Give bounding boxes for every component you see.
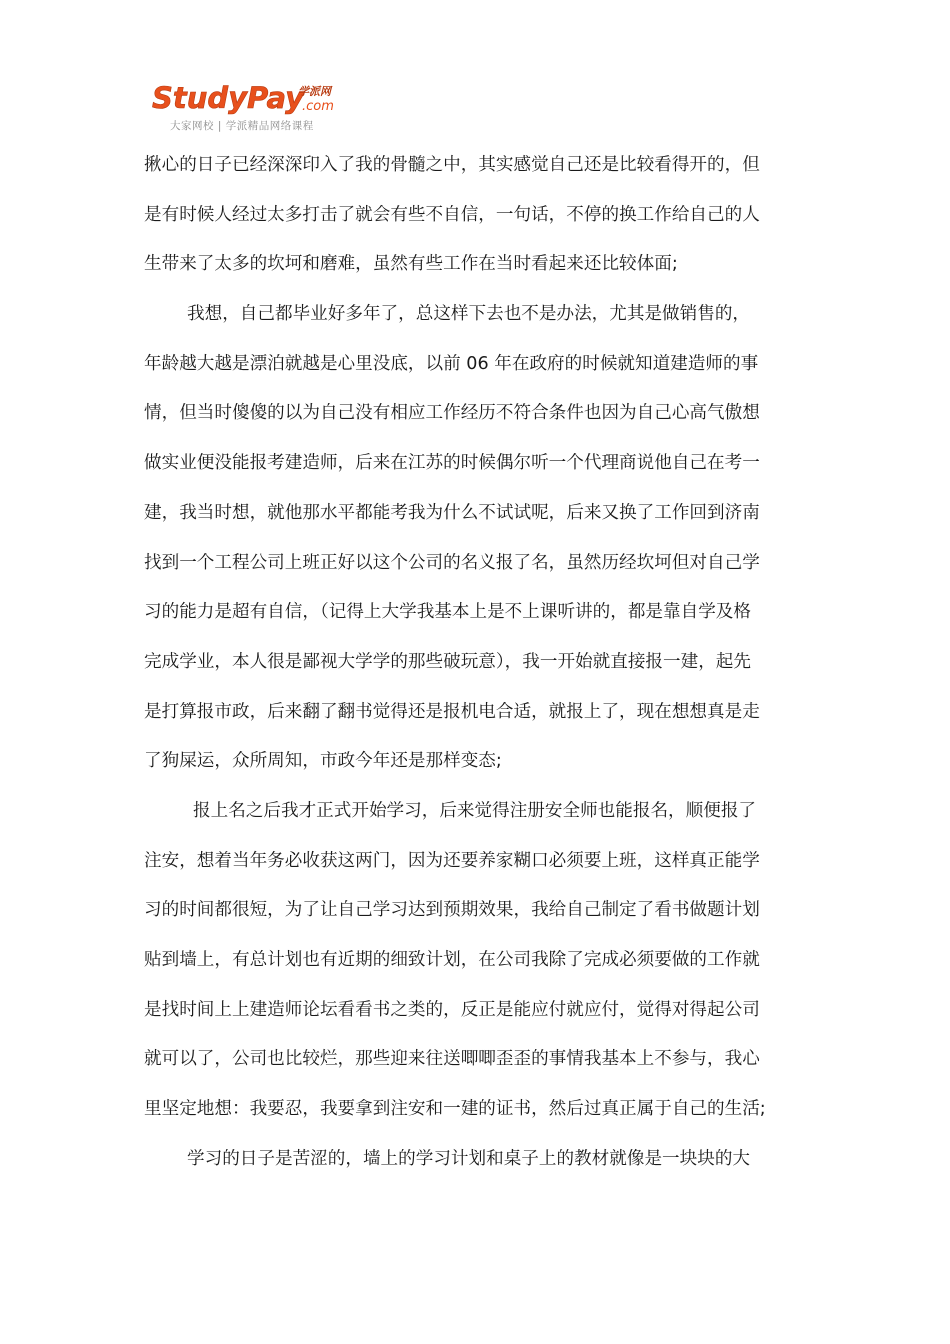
text-line: 是有时候人经过太多打击了就会有些不自信，一句话，不停的换工作给自己的人 bbox=[144, 204, 760, 225]
text-line: 找到一个工程公司上班正好以这个公司的名义报了名，虽然历经坎坷但对自己学 bbox=[144, 552, 760, 573]
logo-brand-com: .com bbox=[302, 99, 334, 114]
text-line: 就可以了，公司也比较烂，那些迎来往送唧唧歪歪的事情我基本上不参与，我心 bbox=[144, 1049, 760, 1070]
paragraph-start-line: 学习的日子是苦涩的，墙上的学习计划和桌子上的教材就像是一块块的大 bbox=[187, 1148, 751, 1169]
text-line: 情，但当时傻傻的以为自己没有相应工作经历不符合条件也因为自己心高气傲想 bbox=[144, 403, 760, 424]
text-line: 了狗屎运，众所周知，市政今年还是那样变态; bbox=[144, 751, 502, 772]
paragraph-start-line: 报上名之后我才正式开始学习，后来觉得注册安全师也能报名，顺便报了 bbox=[193, 800, 757, 821]
text-line: 贴到墙上，有总计划也有近期的细致计划，在公司我除了完成必须要做的工作就 bbox=[144, 950, 760, 970]
text-line: 年龄越大越是漂泊就越是心里没底，以前 06 年在政府的时候就知道建造师的事 bbox=[144, 353, 759, 374]
text-line: 习的时间都很短，为了让自己学习达到预期效果，我给自己制定了看书做题计划 bbox=[144, 900, 760, 921]
studypay-logo-graphic bbox=[150, 78, 350, 118]
text-line: 是找时间上上建造师论坛看看书之类的，反正是能应付就应付，觉得对得起公司 bbox=[144, 999, 760, 1020]
logo-brand-text: StudyPay bbox=[152, 81, 305, 115]
text-line: 建，我当时想，就他那水平都能考我为什么不试试呢，后来又换了工作回到济南 bbox=[144, 502, 760, 523]
text-line: 习的能力是超有自信，（记得上大学我基本上是不上课听讲的，都是靠自学及格 bbox=[144, 602, 751, 623]
text-line: 揪心的日子已经深深印入了我的骨髓之中，其实感觉自己还是比较看得开的，但 bbox=[144, 155, 760, 175]
text-line: 做实业便没能报考建造师，后来在江苏的时候偶尔听一个代理商说他自己在考一 bbox=[144, 453, 760, 474]
paragraph-start-line: 我想，自己都毕业好多年了，总这样下去也不是办法，尤其是做销售的， bbox=[187, 304, 751, 325]
text-line: 完成学业，本人很是鄙视大学学的那些破玩意），我一开始就直接报一建，起先 bbox=[144, 651, 751, 672]
document-body bbox=[144, 147, 816, 1190]
logo-brand-cn: 学派网 bbox=[298, 85, 331, 98]
text-line: 生带来了太多的坎坷和磨难，虽然有些工作在当时看起来还比较体面; bbox=[144, 254, 678, 275]
logo-tagline: 大家网校 | 学派精品网络课程 bbox=[170, 120, 314, 132]
text-line: 是打算报市政，后来翻了翻书觉得还是报机电合适，就报上了，现在想想真是走 bbox=[144, 701, 760, 722]
text-line: 注安，想着当年务必收获这两门，因为还要养家糊口必须要上班，这样真正能学 bbox=[144, 850, 760, 871]
studypay-logo bbox=[150, 78, 350, 136]
text-line: 里坚定地想：我要忍，我要拿到注安和一建的证书，然后过真正属于自己的生活; bbox=[144, 1099, 766, 1120]
